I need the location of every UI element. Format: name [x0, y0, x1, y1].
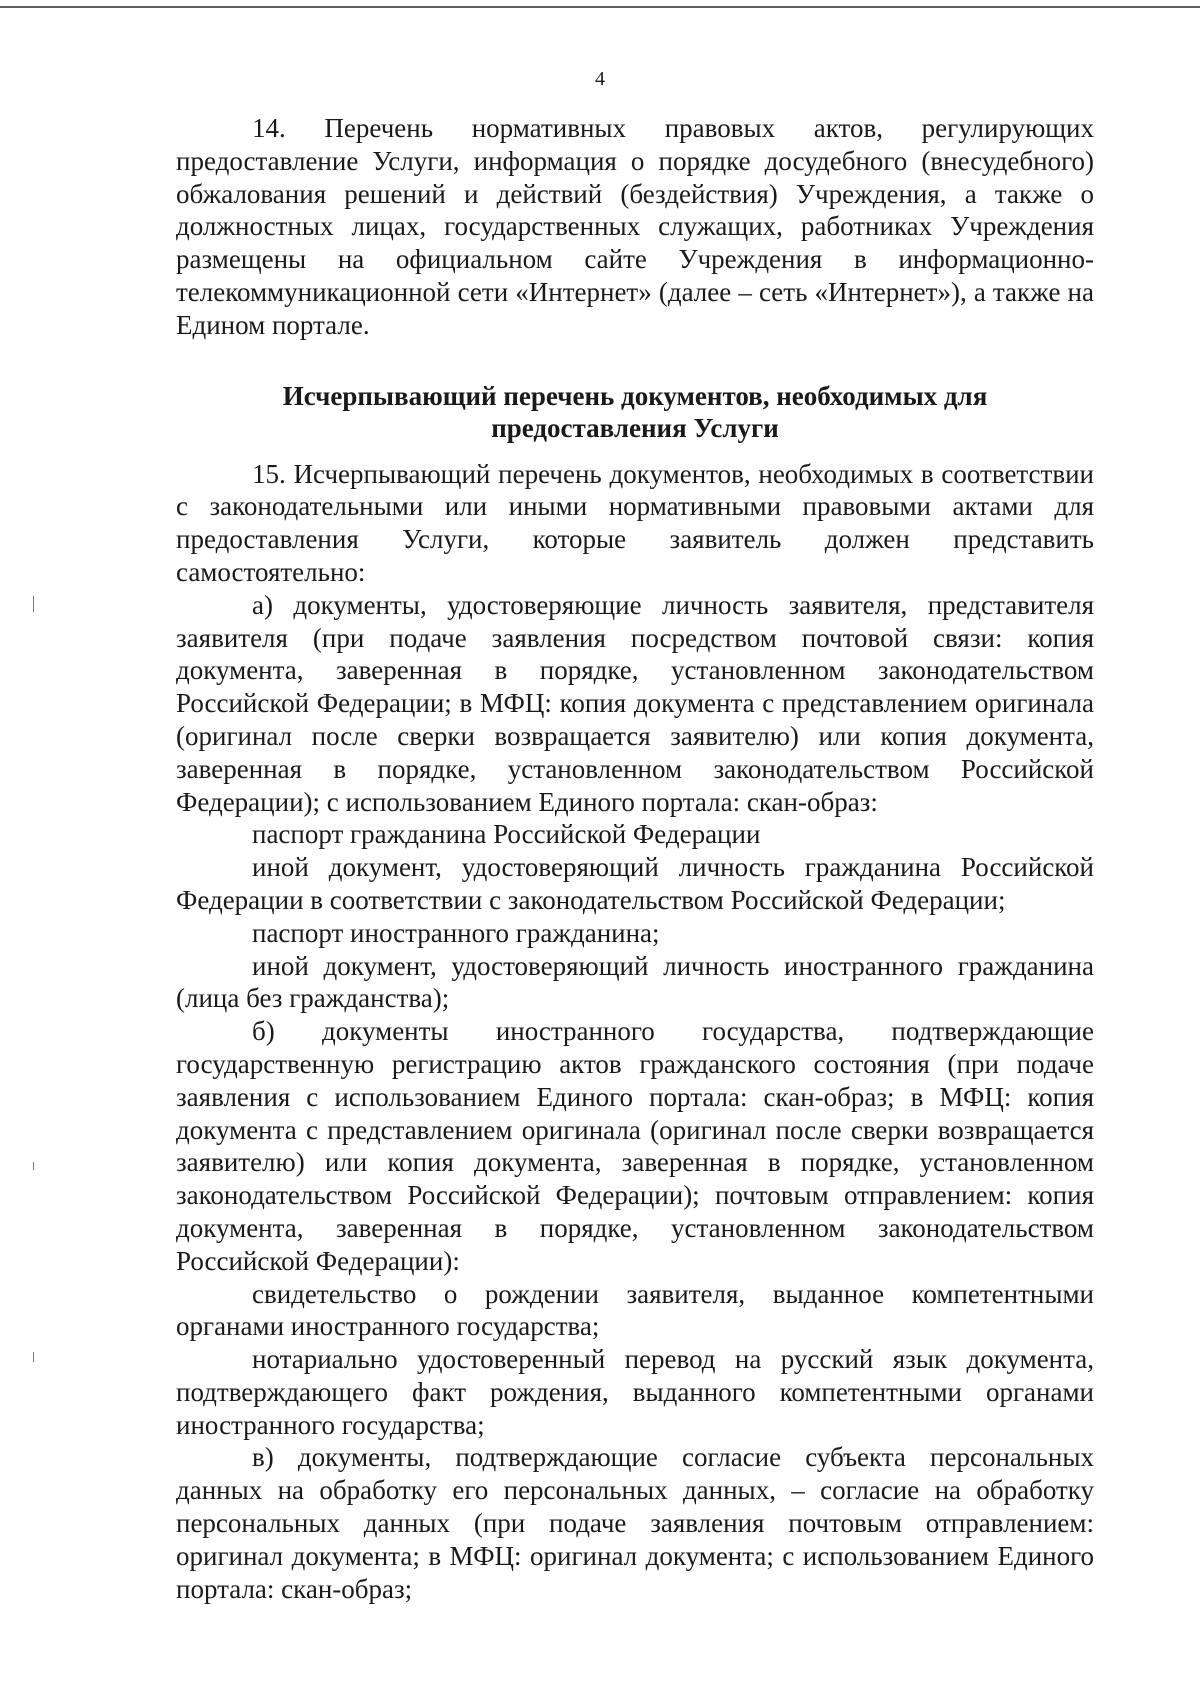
- scan-margin-mark: [33, 596, 34, 612]
- page-number: 4: [595, 68, 605, 90]
- item-a-passport-rf: паспорт гражданина Российской Федерации: [252, 819, 761, 850]
- item-a-foreign-passport: паспорт иностранного гражданина;: [252, 917, 660, 948]
- item-b: б) документы иностранного государства, подтверждающие государственную регистрацию актов гражданского состояния (при подаче заявления с использованием Единого портала: скан-образ; в МФЦ: копия документа с представлением оригинала (оригинал после сверки возвращается заявителю) или копия документа, заверенная в порядке, установленном законодательством Российской Федерации); почтовым отправлением: копия документа, заверенная в порядке, установленном законодательством Российской Федерации):: [176, 1016, 1094, 1276]
- clause-14: 14. Перечень нормативных правовых актов, регулирующих предоставление Услуги, информация о порядке досудебного (внесудебного) обжалования решений и действий (бездействия) Учреждения, а также о должностных лицах, государственных служащих, работниках Учреждения размещены на официальном сайте Учреждения в информационно-телекоммуникационной сети «Интернет» (далее – сеть «Интернет»), а также на Едином портале.: [176, 113, 1094, 340]
- item-a-other-id-foreign: иной документ, удостоверяющий личность иностранного гражданина (лица без гражданства);: [176, 950, 1094, 1014]
- section-heading-line-2: предоставления Услуги: [491, 412, 779, 443]
- item-a-other-id-rf: иной документ, удостоверяющий личность гражданина Российской Федерации в соответствии с законодательством Российской Федерации;: [176, 852, 1094, 915]
- item-a: а) документы, удостоверяющие личность заявителя, представителя заявителя (при подаче заявления посредством почтовой связи: копия документа, заверенная в порядке, установленном законодательством Российской Федерации; в МФЦ: копия документа с представлением оригинала (оригинал после сверки возвращается заявителю) или копия документа, заверенная в порядке, установленном законодательством Российской Федерации); с использованием Единого портала: скан-образ:: [176, 589, 1094, 817]
- scan-edge-line: [0, 6, 1200, 8]
- clause-15: 15. Исчерпывающий перечень документов, необходимых в соответствии с законодательными или иными нормативными правовыми актами для предоставления Услуги, которые заявитель должен представить самостоятельно:: [176, 458, 1094, 587]
- item-b-notarized-translation: нотариально удостоверенный перевод на русский язык документа, подтверждающего факт рождения, выданного компетентными органами иностранного государства;: [176, 1344, 1094, 1440]
- scan-margin-mark: [33, 1162, 34, 1170]
- item-b-birth-certificate: свидетельство о рождении заявителя, выданное компетентными органами иностранного государства;: [176, 1278, 1094, 1342]
- section-heading-line-1: Исчерпывающий перечень документов, необходимых для: [282, 380, 988, 411]
- document-body: [176, 112, 1094, 1605]
- section-heading: [176, 380, 1094, 444]
- scan-margin-mark: [33, 1352, 34, 1362]
- item-c: в) документы, подтверждающие согласие субъекта персональных данных на обработку его персональных данных, – согласие на обработку персональных данных (при подаче заявления почтовым отправлением: оригинал документа; в МФЦ: оригинал документа; с использованием Единого портала: скан-образ;: [176, 1442, 1094, 1604]
